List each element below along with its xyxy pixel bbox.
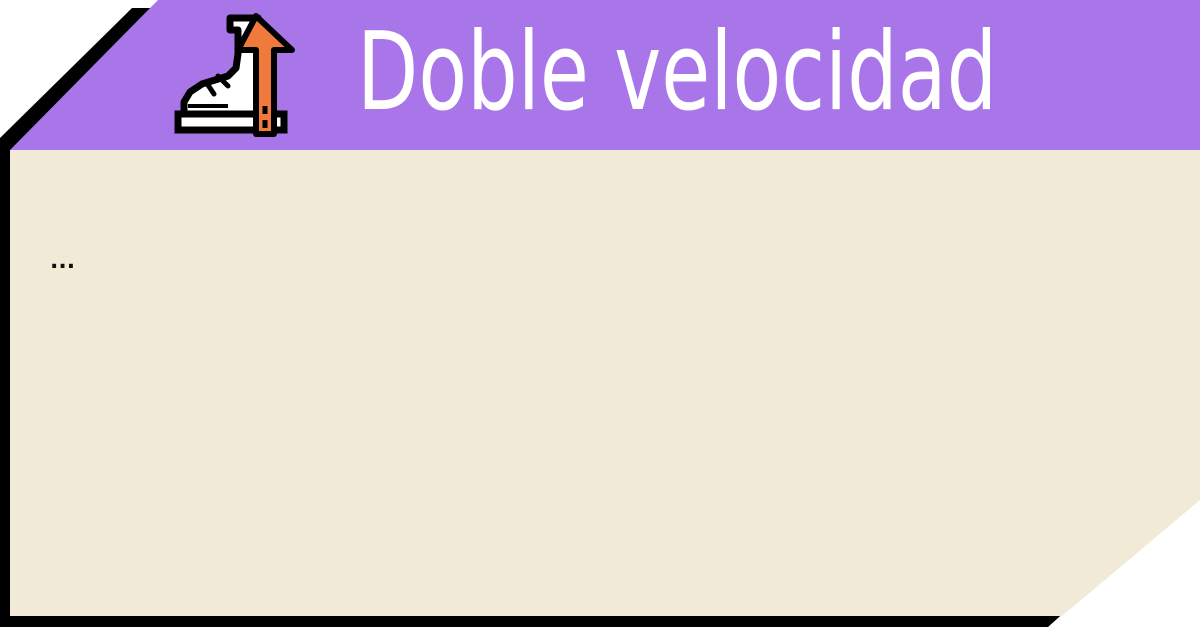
card-body-panel [10,150,1200,616]
card-description: ... [50,249,76,274]
card-title: Doble velocidad [357,10,998,135]
boot-speed-up-icon [172,10,302,142]
